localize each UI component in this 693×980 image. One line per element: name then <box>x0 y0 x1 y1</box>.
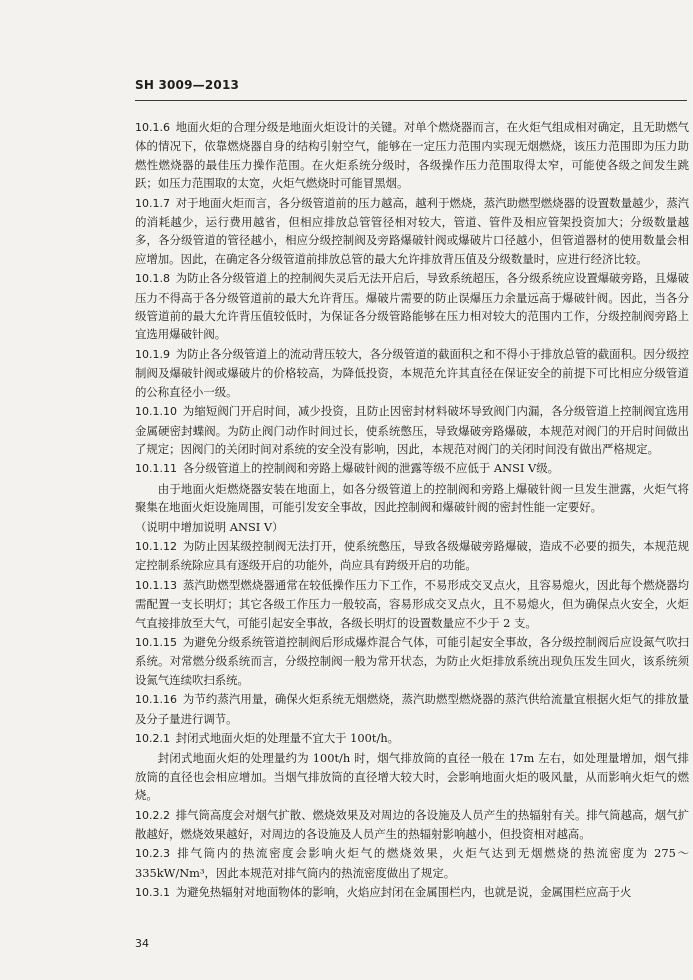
paragraph-text: 为防止各分级管道上的控制阀失灵后无法开启后，导致系统超压，各分级系统应设置爆破旁路，且爆破压力不得高于各分级管道前的最大允许背压。爆破片需要的防止误爆压力余量远高于爆破针阀。因此，当各分级管道前的最大允许背压值较低时，为保证各分级管路能够在压力相对较大的范围内工作，分级控制阀旁路上宜选用爆破针阀。 <box>135 271 689 342</box>
standard-code-header: SH 3009—2013 <box>135 78 240 92</box>
clause-paragraph <box>135 402 689 458</box>
paragraph-text: 地面火炬的合理分级是地面火炬设计的关键。对单个燃烧器而言，在火炬气组成相对确定，且无助燃气体的情况下，依靠燃烧器自身的结构引射空气，能够在一定压力范围内实现无烟燃烧，该压力范围即为压力助燃性燃烧器的最佳压力操作范围。在火炬系统分级时，各级操作压力范围取得太窄，可能使各级之间发生跳跃；如压力范围取的太宽，火炬气燃烧时可能冒黑烟。 <box>135 120 689 191</box>
header-divider <box>135 100 687 101</box>
clause-paragraph <box>135 883 689 902</box>
clause-paragraph <box>135 844 689 882</box>
clause-paragraph <box>135 118 689 193</box>
paragraph-text: 封闭式地面火炬的处理量不宜大于 100t/h。 <box>175 731 400 745</box>
clause-paragraph <box>135 576 689 632</box>
paragraph-text: 为防止因某级控制阀无法打开，使系统憋压，导致各级爆破旁路爆破，造成不必要的损失，本规范规定控制系统除应具有逐级开启的功能外，尚应具有跨级开启的功能。 <box>135 538 689 573</box>
clause-paragraph <box>135 537 689 575</box>
clause-number: 10.1.6 <box>135 121 170 134</box>
clause-paragraph <box>135 633 689 689</box>
clause-number: 10.1.9 <box>135 347 170 361</box>
paragraph-text: 蒸汽助燃型燃烧器通常在较低操作压力下工作，不易形成交叉点火，且容易熄火，因此每个燃烧器均需配置一支长明灯；其它各级工作压力一般较高，容易形成交叉点火，且不易熄火，但为确保点火安全，火炬气直接排放至大气，可能引起安全事故，各级长明灯的设置数量应不少于 2 支。 <box>135 577 689 630</box>
clause-paragraph <box>135 690 689 728</box>
explanation-paragraph <box>135 749 689 804</box>
editor-note <box>135 518 689 536</box>
paragraph-text: 为缩短阀门开启时间，减少投资，且防止因密封材料破坏导致阀门内漏，各分级管道上控制阀宜选用金属硬密封蝶阀。为防止阀门动作时间过长，使系统憋压，导致爆破旁路爆破，本规范对阀门的开启时间做出了规定；因阀门的关闭时间对系统的安全没有影响，因此，本规范对阀门的关闭时间没有做出严格规定。 <box>135 404 689 456</box>
clause-paragraph <box>135 806 689 844</box>
paragraph-text: （说明中增加说明 ANSI Ⅴ） <box>135 519 284 534</box>
paragraph-text: 为节约蒸汽用量，确保火炬系统无烟燃烧，蒸汽助燃型燃烧器的蒸汽供给流量宜根据火炬气的排放量及分子量进行调节。 <box>135 692 689 726</box>
clause-paragraph <box>135 269 689 344</box>
paragraph-text: 排气筒高度会对烟气扩散、燃烧效果及对周边的各设施及人员产生的热辐射有关。排气筒越高，烟气扩散越好，燃烧效果越好，对周边的各设施及人员产生的热辐射影响越小，但投资相对越高。 <box>135 807 689 842</box>
paragraph-text: 各分级管道上的控制阀和旁路上爆破针阀的泄露等级不应低于 ANSI Ⅴ级。 <box>182 461 559 476</box>
clause-number: 10.1.10 <box>135 405 177 419</box>
clause-paragraph <box>135 459 689 478</box>
paragraph-text: 排气筒内的热流密度会影响火炬气的燃烧效果，火炬气达到无烟燃烧的热流密度为 275～335kW/Nm³，因此本规范对排气筒内的热流密度做出了规定。 <box>135 846 689 880</box>
paragraph-text: 为避免热辐射对地面物体的影响，火焰应封闭在金属围栏内，也就是说，金属围栏应高于火 <box>175 885 632 900</box>
page-number: 34 <box>135 937 149 950</box>
explanation-paragraph <box>135 480 689 517</box>
paragraph-text: 由于地面火炬燃烧器安装在地面上，如各分级管道上的控制阀和旁路上爆破针阀一旦发生泄露，火炬气将聚集在地面火炬设施周围，可能引发安全事故，因此控制阀和爆破针阀的密封性能一定要好。 <box>135 481 689 515</box>
clause-number: 10.1.16 <box>135 693 177 707</box>
clause-number: 10.2.3 <box>135 847 170 861</box>
clause-paragraph <box>135 194 689 269</box>
clause-number: 10.1.8 <box>135 272 170 286</box>
clause-number: 10.1.13 <box>135 578 177 592</box>
paragraph-text: 封闭式地面火炬的处理量约为 100t/h 时，烟气排放筒的直径一般在 17m 左右，如处理量增加，烟气排放筒的直径也会相应增加。当烟气排放筒的直径增大较大时，会影响地面火炬的吸风量，从而影响火炬气的燃烧。 <box>135 751 689 803</box>
clause-paragraph <box>135 729 689 748</box>
clause-number: 10.2.2 <box>135 808 170 822</box>
body-text <box>135 118 689 904</box>
paragraph-text: 为防止各分级管道上的流动背压较大，各分级管道的截面积之和不得小于排放总管的截面积。因分级控制阀及爆破针阀或爆破片的价格较高，为降低投资，本规范允许其直径在保证安全的前提下可比相应分级管道的公称直径小一级。 <box>135 346 689 399</box>
clause-number: 10.1.11 <box>135 462 177 476</box>
paragraph-text: 对于地面火炬而言，各分级管道前的压力越高，越利于燃烧，蒸汽助燃型燃烧器的设置数量越少，蒸汽的消耗越少，运行费用越省，但相应排放总管管径相对较大，管道、管件及相应管架投资加大；分级数量越多，各分级管道的管径越小，相应分级控制阀及旁路爆破针阀或爆破片口径越小，但管道器材的使用数量会相应增加。因此，在确定各分级管道前排放总管的最大允许排放背压值及分级数量时，应进行经济比较。 <box>135 195 689 266</box>
paragraph-text: 为避免分级系统管道控制阀后形成爆炸混合气体，可能引起安全事故，各分级控制阀后应设氮气吹扫系统。对常燃分级系统而言，分级控制阀一般为常开状态，为防止火炬排放系统出现负压发生回火，该系统须设氮气连续吹扫系统。 <box>135 634 689 687</box>
clause-number: 10.2.1 <box>135 732 170 745</box>
clause-paragraph <box>135 345 689 401</box>
clause-number: 10.3.1 <box>135 886 170 900</box>
clause-number: 10.1.15 <box>135 635 177 649</box>
clause-number: 10.1.7 <box>135 196 170 210</box>
clause-number: 10.1.12 <box>135 539 177 553</box>
